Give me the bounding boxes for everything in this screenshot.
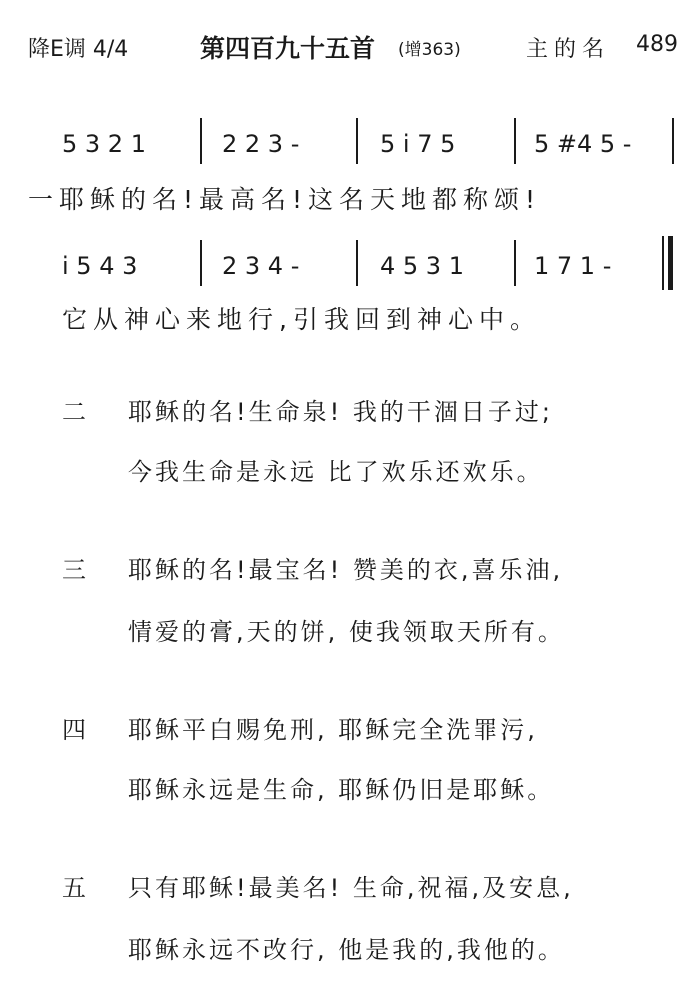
verse-line: 耶稣永远是生命, 耶稣仍旧是耶稣。 xyxy=(128,776,555,804)
final-barline-thick xyxy=(668,236,673,290)
verse-number: 三 xyxy=(62,556,86,584)
hymn-subtitle: (增363) xyxy=(398,40,461,60)
page-number: 489 xyxy=(636,32,678,57)
measure-5: i 5 4 3 xyxy=(62,252,138,280)
measure-3: 5 i 7 5 xyxy=(380,130,456,158)
verse-number: 二 xyxy=(62,398,86,426)
barline xyxy=(672,118,674,164)
measure-2: 2 2 3 - xyxy=(222,130,300,158)
verse-number: 五 xyxy=(62,874,86,902)
final-barline xyxy=(662,236,664,290)
lyric-line-1: 一耶稣的名!最高名!这名天地都称颂! xyxy=(28,185,542,214)
barline xyxy=(200,240,202,286)
page-header xyxy=(0,0,700,80)
barline xyxy=(200,118,202,164)
measure-1: 5 3 2 1 xyxy=(62,130,146,158)
verse-line: 今我生命是永远 比了欢乐还欢乐。 xyxy=(128,458,544,486)
barline xyxy=(356,118,358,164)
barline xyxy=(514,240,516,286)
hymn-category: 主的名 xyxy=(526,37,611,62)
verse-line: 情爱的膏,天的饼, 使我领取天所有。 xyxy=(128,618,565,646)
measure-4: 5 #4 5 - xyxy=(534,130,632,158)
measure-6: 2 3 4 - xyxy=(222,252,300,280)
hymn-number-title: 第四百九十五首 xyxy=(200,34,376,63)
verse-number: 四 xyxy=(62,716,86,744)
measure-8: 1 7 1 - xyxy=(534,252,612,280)
verse-line: 只有耶稣!最美名! 生命,祝福,及安息, xyxy=(128,874,574,902)
key-signature: 降E调 4/4 xyxy=(28,37,129,62)
verse-line: 耶稣平白赐免刑, 耶稣完全洗罪污, xyxy=(128,716,538,744)
lyric-line-2: 它从神心来地行,引我回到神心中。 xyxy=(62,305,541,334)
measure-7: 4 5 3 1 xyxy=(380,252,464,280)
barline xyxy=(356,240,358,286)
verse-line: 耶稣的名!生命泉! 我的干涸日子过; xyxy=(128,398,553,426)
barline xyxy=(514,118,516,164)
verse-line: 耶稣永远不改行, 他是我的,我他的。 xyxy=(128,936,565,964)
verse-line: 耶稣的名!最宝名! 赞美的衣,喜乐油, xyxy=(128,556,564,584)
